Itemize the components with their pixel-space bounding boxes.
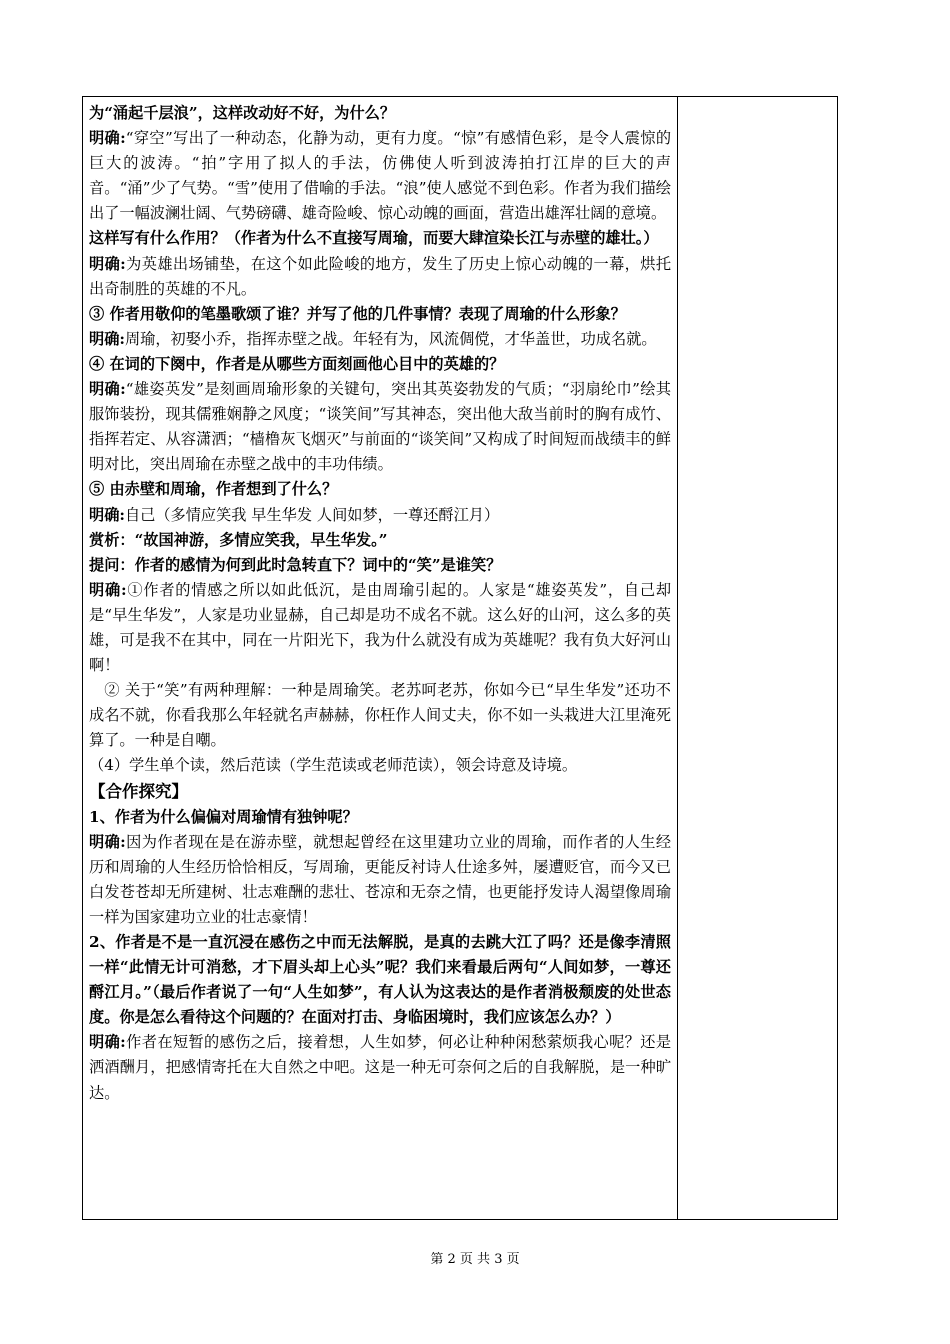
paragraph	[89, 327, 671, 352]
column-divider	[677, 97, 678, 1219]
body-text: 作者在短暂的感伤之后，接着想，人生如梦，何必让种种闲愁萦烦我心呢？还是洒酒酬月，把感情寄托在大自然之中吧。这是一种无可奈何之后的自我解脱，是一种旷达。	[89, 1033, 671, 1102]
bold-text: 这样写有什么作用？（作者为什么不直接写周瑜，而要大肆渲染长江与赤壁的雄壮。）	[89, 229, 659, 248]
paragraph	[89, 101, 671, 126]
paragraph	[89, 578, 671, 678]
paragraph	[89, 252, 671, 302]
paragraph	[89, 126, 671, 226]
paragraph	[89, 503, 671, 528]
paragraph	[89, 352, 671, 377]
paragraph	[89, 528, 671, 553]
bold-text: ④ 在词的下阕中，作者是从哪些方面刻画他心目中的英雄的？	[89, 354, 505, 373]
body-text: 自己（多情应笑我 早生华发 人间如梦，一尊还酹江月）	[124, 505, 500, 524]
body-text: ② 关于“笑”有两种理解：一种是周瑜笑。老苏呵老苏，你如今已“早生华发”还功不成名不就，你看我那么年轻就名声赫赫，你枉作人间丈夫，你不如一头栽进大江里淹死算了。一种是自嘲。	[89, 681, 671, 750]
bold-text: 【合作探究】	[89, 781, 188, 801]
bold-text: ③ 作者用敬仰的笔墨歌颂了谁？并写了他的几件事情？表现了周瑜的什么形象？	[89, 304, 626, 323]
section-heading	[89, 779, 671, 805]
bold-text: 提问：作者的感情为何到此时急转直下？词中的“笑”是谁笑？	[89, 555, 502, 574]
paragraph	[89, 477, 671, 502]
bold-text: 明确:	[89, 329, 125, 348]
bold-text: 为“涌起千层浪”，这样改动好不好，为什么？	[89, 104, 396, 122]
bold-text: 明确:	[89, 380, 126, 399]
bold-text: 明确:	[89, 505, 125, 524]
page-footer: 第 2 页 共 3 页	[430, 1252, 520, 1267]
paragraph	[89, 1030, 671, 1105]
paragraph	[89, 377, 671, 477]
bold-text: 明确:	[89, 254, 126, 273]
paragraph	[89, 930, 671, 1030]
paragraph	[89, 226, 671, 251]
bold-text: 1、作者为什么偏偏对周瑜情有独钟呢？	[89, 807, 358, 826]
body-text: 周瑜，初娶小乔，指挥赤壁之战。年轻有为，风流倜傥，才华盖世，功成名就。	[124, 329, 657, 348]
paragraph	[89, 678, 671, 753]
paragraph	[89, 553, 671, 578]
lesson-table	[82, 96, 838, 1220]
body-text: “穿空”写出了一种动态，化静为动，更有力度。“惊”有感情色彩，是令人震惊的巨大的波涛。“拍”字用了拟人的手法，仿佛使人听到波涛拍打江岸的巨大的声音。“涌”少了气势。“雪”使用了借喻的手法。“浪”使人感觉不到色彩。作者为我们描绘出了一幅波澜壮阔、气势磅礴、雄奇险峻、惊心动魄的画面，营造出雄浑壮阔的意境。	[89, 129, 672, 223]
bold-text: 赏析：“故国神游，多情应笑我，早生华发。”	[89, 530, 388, 549]
body-text: 因为作者现在是在游赤壁，就想起曾经在这里建功立业的周瑜，而作者的人生经历和周瑜的人生经历恰恰相反，写周瑜，更能反衬诗人仕途多舛，屡遭贬官，而今又已白发苍苍却无所建树、壮志难酬的悲壮、苍凉和无奈之情，也更能抒发诗人渴望像周瑜一样为国家建功立业的壮志豪情！	[89, 832, 671, 926]
paragraph	[89, 302, 671, 327]
bold-text: 2、作者是不是一直沉浸在感伤之中而无法解脱，是真的去跳大江了吗？还是像李清照一样“此情无计可消愁，才下眉头却上心头”呢？我们来看最后两句“人间如梦，一尊还酹江月。”（最后作者说了一句“人生如梦”，有人认为这表达的是作者消极颓废的处世态度。你是怎么看待这个问题的？在面对打击、身临困境时，我们应该怎么办？）	[89, 933, 671, 1027]
lesson-content-cell	[89, 101, 671, 1106]
body-text: ①作者的情感之所以如此低沉，是由周瑜引起的。人家是“雄姿英发”，自己却是“早生华发”，人家是功业显赫，自己却是功不成名不就。这么好的山河，这么多的英雄，可是我不在其中，同在一片阳光下，我为什么就没有成为英雄呢？我有负大好河山啊！	[89, 580, 672, 675]
bold-text: 明确:	[89, 1033, 126, 1052]
paragraph	[89, 830, 671, 930]
paragraph	[89, 805, 671, 830]
body-text: “雄姿英发”是刻画周瑜形象的关键句，突出其英姿勃发的气质；“羽扇纶巾”绘其服饰装扮，现其儒雅娴静之风度；“谈笑间”写其神态，突出他大敌当前时的胸有成竹、指挥若定、从容潇洒；“樯橹灰飞烟灭”与前面的“谈笑间”又构成了时间短而战绩丰的鲜明对比，突出周瑜在赤壁之战中的丰功伟绩。	[89, 380, 672, 474]
bold-text: ⑤ 由赤壁和周瑜，作者想到了什么？	[89, 480, 338, 499]
body-text: 为英雄出场铺垫，在这个如此险峻的地方，发生了历史上惊心动魄的一幕，烘托出奇制胜的英雄的不凡。	[89, 254, 671, 298]
bold-text: 明确:	[89, 832, 126, 851]
paragraph	[89, 753, 671, 778]
bold-text: 明确:	[89, 129, 126, 148]
bold-text: 明确:	[89, 580, 127, 599]
body-text: （4）学生单个读，然后范读（学生范读或老师范读），领会诗意及诗境。	[89, 756, 578, 775]
